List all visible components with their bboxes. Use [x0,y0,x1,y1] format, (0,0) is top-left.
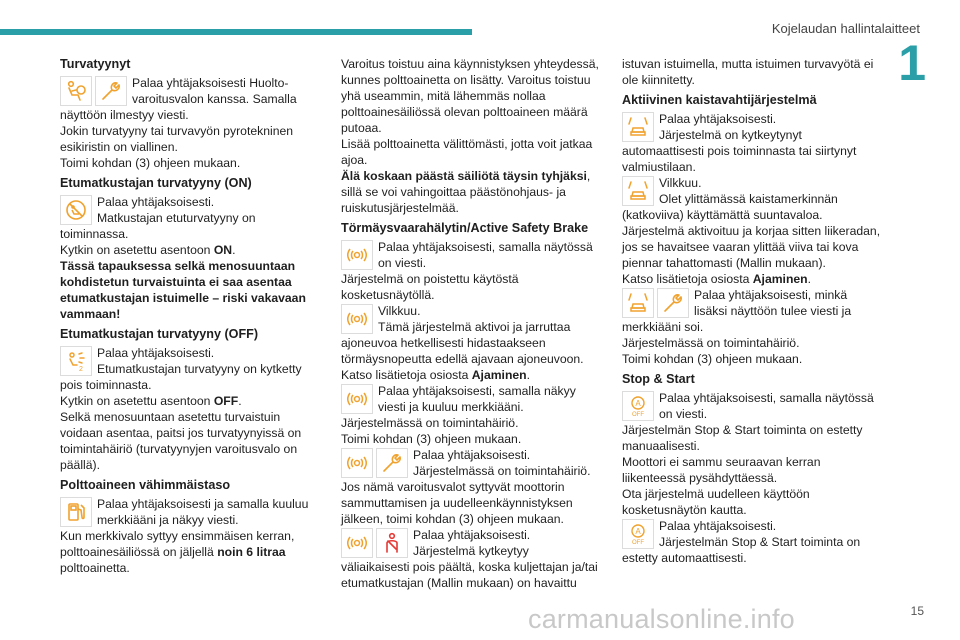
column-2 [341,56,599,591]
text: (katkoviiva) käyttämättä suuntavaloa. [622,208,823,222]
text: Järjestelmä on poistettu käytöstä kosketusnäytöllä. [341,272,519,302]
text: Älä koskaan päästä säiliötä täysin tyhjäksi, sillä se voi vahingoittaa päästönohjaus- ja ruiskutusjärjestelmää. [341,169,591,215]
text: lisäksi näyttöön tulee viesti ja [694,304,852,318]
text: Kytkin on asetettu asentoon OFF. [60,394,242,408]
text: varoitusvalon kanssa. Samalla [132,92,297,106]
text: Järjestelmän Stop & Start toiminta on estetty manuaalisesti. [622,423,863,453]
collision-warning-icon [341,304,373,334]
text: Järjestelmän Stop & Start toiminta on [659,535,861,549]
chapter-title: Kojelaudan hallintalaitteet [771,21,920,36]
text: estetty automaattisesti. [622,551,747,565]
svg-text:A: A [635,527,641,536]
airbag-warning-icon [60,76,92,106]
text: Palaa yhtäjaksoisesti. [97,346,215,360]
text: Lisää polttoainetta välittömästi, jotta voit jatkaa ajoa. [341,137,593,167]
warning-row [60,75,312,107]
warning-row [60,345,312,377]
text: väliaikaisesti pois päältä, koska kuljettajan ja/tai etumatkustajan (Mallin mukaan) on havaittu [341,560,598,590]
text: merkkiääni soi. [622,320,704,334]
seatbelt-icon [376,528,408,558]
text: Palaa yhtäjaksoisesti. [659,112,777,126]
text: Kytkin on asetettu asentoon ON. [60,243,236,257]
warning-row [622,175,884,207]
text: Toimi kohdan (3) ohjeen mukaan. [341,432,522,446]
header-accent-bar [0,29,472,35]
text: Matkustajan etuturvatyyny on [97,211,256,225]
section-title-airbag-off: Etumatkustajan turvatyyny (OFF) [60,327,259,341]
section-title-stop-start: Stop & Start [622,372,695,386]
page-number: 15 [910,604,924,618]
section-title-collision: Törmäysvaarahälytin/Active Safety Brake [341,221,589,235]
warning-row [341,303,599,335]
warning-row [341,447,599,479]
text: Palaa yhtäjaksoisesti. [97,195,215,209]
text: Vilkkuu. [659,176,702,190]
text: on viesti. [378,256,427,270]
text: Tämä järjestelmä aktivoi ja jarruttaa [378,320,571,334]
warning-row [622,390,884,422]
wrench-icon [95,76,127,106]
section-title-lane-assist: Aktiivinen kaistavahtijärjestelmä [622,93,817,107]
text: Palaa yhtäjaksoisesti, samalla näytössä [378,240,593,254]
svg-text:OFF: OFF [632,540,644,545]
chapter-number: 1 [898,35,926,91]
section-title-airbag-on: Etumatkustajan turvatyyny (ON) [60,176,252,190]
text: Selkä menosuuntaan asetettu turvaistuin voidaan asentaa, paitsi jos turvatyynyissä on toimintahäiriö (turvatyynyjen varoitusvalo on päällä). [60,410,302,472]
svg-text:A: A [635,399,641,408]
text: Järjestelmä on kytkeytynyt [659,128,802,142]
wrench-icon [657,288,689,318]
passenger-airbag-on-icon [60,195,92,225]
text: Palaa yhtäjaksoisesti Huolto- [132,76,289,90]
text: Järjestelmä aktivoituu ja korjaa sitten liikeradan, jos se havaitsee vaaran ylittää viiva tai kova piennar tahattomasti (Mallin mukaan). [622,224,881,270]
text: on viesti. [659,407,708,421]
stop-start-off-icon [622,391,654,421]
text: istuvan istuimella, mutta istuimen turvavyötä ei ole kiinnitetty. [622,57,874,87]
text: Palaa yhtäjaksoisesti ja samalla kuuluu [97,497,309,511]
warning-row [622,287,884,319]
text: Järjestelmässä on toimintahäiriö. [341,416,519,430]
text: Ota järjestelmä uudelleen käyttöön kosketusnäytön kautta. [622,487,810,517]
text: Olet ylittämässä kaistamerkinnän [659,192,838,206]
lane-assist-icon [622,176,654,206]
text: Vilkkuu. [378,304,421,318]
text: Kun merkkivalo syttyy ensimmäisen kerran, polttoainesäiliössä on jäljellä noin 6 litraa polttoainetta. [60,529,295,575]
warning-row [341,239,599,271]
wrench-icon [376,448,408,478]
warning-row [622,111,884,143]
text: Tässä tapauksessa selkä menosuuntaan kohdistetun turvaistuinta ei saa asentaa etumatkustajan istuimelle – riski vakavaan vammaan! [60,259,306,321]
text: näyttöön ilmestyy viesti. [60,108,189,122]
text: Toimi kohdan (3) ohjeen mukaan. [622,352,803,366]
text: Järjestelmä kytkeytyy [413,544,529,558]
watermark: carmanualsonline.info [528,604,795,634]
text: Palaa yhtäjaksoisesti. [413,448,531,462]
warning-row [60,496,312,528]
collision-warning-icon [341,448,373,478]
collision-warning-icon [341,528,373,558]
text: ajoneuvoa hetkellisesti hidastaakseen törmäysnopeutta edellä ajavaan ajoneuvoon. [341,336,584,366]
text: viesti ja kuuluu merkkiääni. [378,400,524,414]
column-3 [622,56,884,566]
text: Palaa yhtäjaksoisesti, minkä [694,288,848,302]
svg-text:OFF: OFF [632,412,644,417]
text: Toimi kohdan (3) ohjeen mukaan. [60,156,241,170]
text: merkkiääni ja näkyy viesti. [97,513,239,527]
collision-warning-icon [341,240,373,270]
text: Palaa yhtäjaksoisesti. [659,519,777,533]
text: Katso lisätietoja osiosta Ajaminen. [341,368,530,382]
text: Järjestelmässä on toimintahäiriö. [413,464,591,478]
stop-start-off-icon [622,519,654,549]
text: Jos nämä varoitusvalot syttyvät moottorin sammuttamisen ja uudelleenkäynnistyksen jälkeen, toimi kohdan (3) ohjeen mukaan. [341,480,573,526]
warning-row [341,527,599,559]
collision-warning-icon [341,384,373,414]
lane-assist-icon [622,112,654,142]
lane-assist-icon [622,288,654,318]
text: Varoitus toistuu aina käynnistyksen yhteydessä, kunnes polttoainetta on lisätty. Varoitus toistuu yhä useammin, mitä lähemmäs nollaa polttoainesäiliössä olevan polttoaineen määrä putoaa. [341,57,599,135]
text: toiminnassa. [60,227,129,241]
column-1 [60,56,312,576]
section-title-airbags: Turvatyynyt [60,57,131,71]
svg-text:2: 2 [79,366,83,372]
warning-row [622,518,884,550]
text: Katso lisätietoja osiosta Ajaminen. [622,272,811,286]
warning-row [341,383,599,415]
text: pois toiminnasta. [60,378,152,392]
text: Etumatkustajan turvatyyny on kytketty [97,362,302,376]
text: Järjestelmässä on toimintahäiriö. [622,336,800,350]
text: Palaa yhtäjaksoisesti, samalla näkyy [378,384,576,398]
text: Jokin turvatyyny tai turvavyön pyrotekninen esikiristin on viallinen. [60,124,294,154]
text: automaattisesti pois toiminnasta tai siirtynyt valmiustilaan. [622,144,857,174]
text: Palaa yhtäjaksoisesti. [413,528,531,542]
text: Palaa yhtäjaksoisesti, samalla näytössä [659,391,874,405]
text: Moottori ei sammu seuraavan kerran liikenteessä pysähdyttäessä. [622,455,821,485]
fuel-pump-icon [60,497,92,527]
section-title-fuel: Polttoaineen vähimmäistaso [60,478,231,492]
passenger-airbag-off-icon [60,346,92,376]
warning-row [60,194,312,226]
